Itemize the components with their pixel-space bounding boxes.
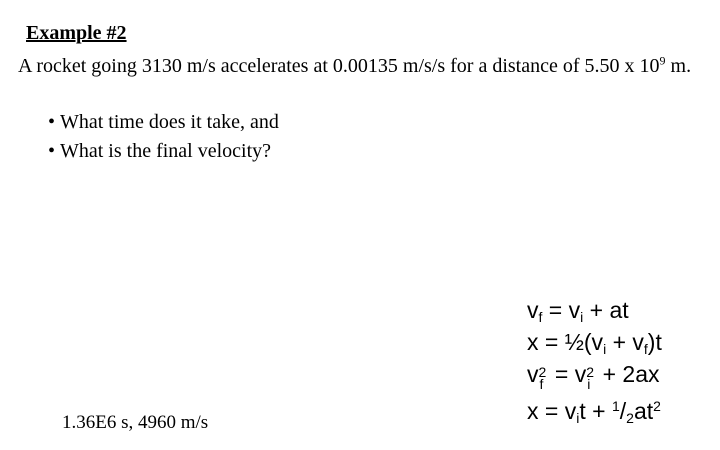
problem-statement <box>18 52 708 81</box>
question-item-time <box>48 108 279 137</box>
problem-unit: m. <box>665 55 692 77</box>
eq-superscript: 2 <box>653 398 661 414</box>
equation-vf-squared <box>527 358 662 390</box>
fraction-slash: / <box>619 398 627 424</box>
eq-subscript: i <box>587 376 591 392</box>
eq-text: )t <box>647 329 662 355</box>
eq-subsup <box>538 364 549 392</box>
equation-x-vit-half-at2 <box>527 390 662 434</box>
eq-text: = v <box>548 361 587 387</box>
equation-x-average-velocity <box>527 326 662 358</box>
eq-text: at <box>633 398 654 424</box>
eq-superscript: 2 <box>586 364 595 380</box>
equation-list <box>527 294 662 434</box>
bullet-marker: • <box>48 140 56 162</box>
equation-vf-vi-at <box>527 294 662 326</box>
answer-text: 1.36E6 s, 4960 m/s <box>62 412 209 433</box>
eq-subscript: i <box>576 410 580 426</box>
slide-title: Example #2 <box>26 22 127 44</box>
eq-subscript: f <box>643 341 648 357</box>
problem-exponent: 9 <box>659 53 666 68</box>
question-text: What is the final velocity? <box>60 140 272 162</box>
question-item-velocity <box>48 137 279 166</box>
question-list <box>48 108 279 166</box>
eq-text: x = ½(v <box>527 329 604 355</box>
eq-subscript: i <box>603 341 607 357</box>
fraction-numerator: 1 <box>611 398 620 414</box>
eq-superscript: 2 <box>538 364 547 380</box>
eq-text: t + <box>579 398 612 424</box>
eq-subscript: f <box>539 376 544 392</box>
eq-subscript: i <box>580 309 584 325</box>
eq-text: + 2ax <box>596 361 660 387</box>
eq-text: + at <box>583 297 629 323</box>
bullet-marker: • <box>48 111 56 133</box>
fraction-denominator: 2 <box>626 410 634 426</box>
eq-text: = v <box>542 297 581 323</box>
eq-subscript: f <box>538 309 543 325</box>
eq-symbol: v <box>527 297 539 323</box>
eq-symbol: v <box>527 361 539 387</box>
eq-subsup <box>586 364 596 392</box>
eq-text: + v <box>606 329 644 355</box>
problem-text: A rocket going 3130 m/s accelerates at 0.00135 m/s/s for a distance of 5.50 x 10 <box>18 55 660 77</box>
question-text: What time does it take, and <box>60 111 279 133</box>
eq-text: x = v <box>527 398 577 424</box>
